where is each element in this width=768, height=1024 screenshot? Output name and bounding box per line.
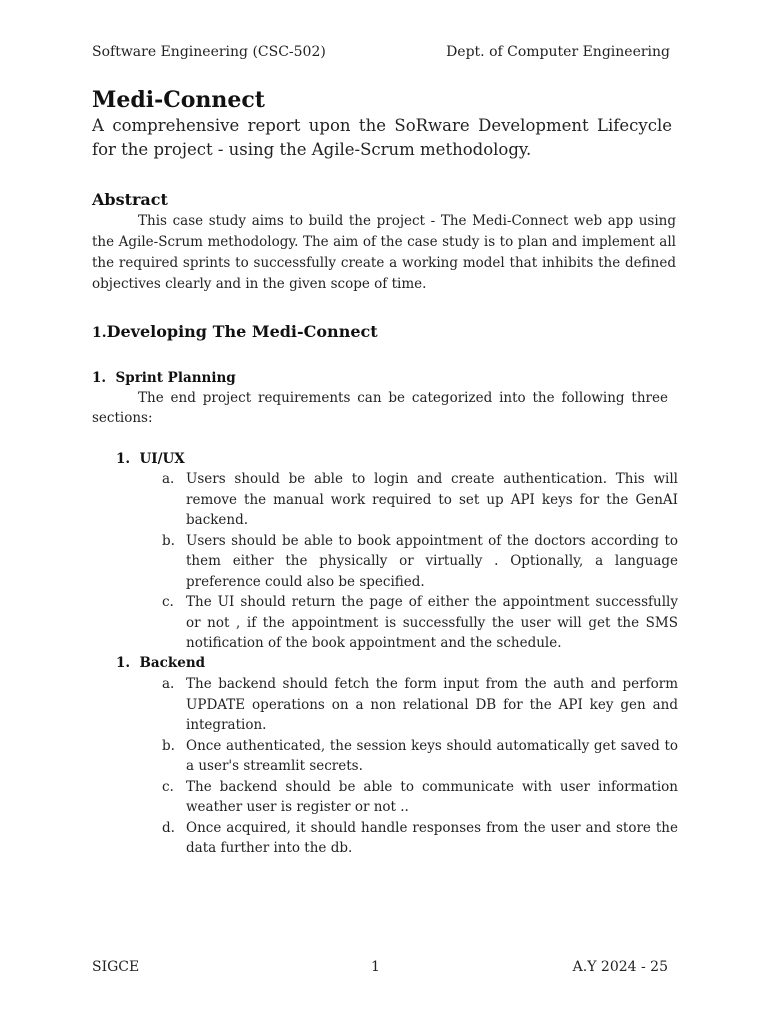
list-marker: d. <box>162 819 175 836</box>
footer-page-number: 1 <box>371 959 380 975</box>
document-subtitle: A comprehensive report upon the SoRware Development Lifecycle for the project - using the Agile-Scrum methodology. <box>92 116 672 159</box>
group-number: 1. <box>116 655 131 671</box>
subsection-title: Sprint Planning <box>115 370 236 386</box>
section-title: Developing The Medi-Connect <box>106 322 378 341</box>
list-item-text: Users should be able to login and create authentication. This will remove the manual work required to set up API keys for the GenAI backend. <box>186 471 678 528</box>
section-heading <box>92 322 378 341</box>
list-item <box>160 674 678 736</box>
footer-institution: SIGCE <box>92 959 140 975</box>
list-item <box>160 736 678 777</box>
list-item-text: The UI should return the page of either the appointment successfully or not , if the appointment is successfully the user will get the SMS notification of the book appointment and the schedule. <box>186 594 678 651</box>
list-marker: a. <box>162 471 175 487</box>
list-marker: c. <box>162 594 174 610</box>
footer-academic-year: A.Y 2024 - 25 <box>572 959 668 975</box>
group-heading-uiux <box>116 451 185 467</box>
header-department: Dept. of Computer Engineering <box>446 44 670 60</box>
subsection-number: 1. <box>92 370 107 386</box>
group-number: 1. <box>116 451 131 467</box>
group-heading-backend <box>116 655 205 671</box>
abstract-heading: Abstract <box>92 190 168 209</box>
subsection-heading <box>92 370 236 386</box>
list-item <box>160 592 678 654</box>
list-item-text: The backend should fetch the form input from the auth and perform UPDATE operations on a non relational DB for the API key gen and integration. <box>186 676 678 733</box>
group-title: UI/UX <box>139 451 185 467</box>
list-item <box>160 818 678 859</box>
list-marker: b. <box>162 532 175 549</box>
subsection-body: The end project requirements can be categorized into the following three sections: <box>92 390 668 426</box>
backend-requirements-list <box>160 674 678 859</box>
list-item <box>160 777 678 818</box>
list-item <box>160 531 678 593</box>
uiux-requirements-list <box>160 469 678 654</box>
section-number: 1. <box>92 325 107 341</box>
list-marker: a. <box>162 676 175 692</box>
list-item-text: The backend should be able to communicate with user information weather user is register or not .. <box>186 778 678 815</box>
group-title: Backend <box>139 655 206 671</box>
list-item <box>160 469 678 531</box>
list-item-text: Users should be able to book appointment of the doctors according to them either the physically or virtually . Optionally, a language preference could also be specified. <box>186 532 678 590</box>
list-marker: b. <box>162 737 175 754</box>
list-marker: c. <box>162 778 174 795</box>
header-course: Software Engineering (CSC-502) <box>92 44 326 60</box>
document-title: Medi-Connect <box>92 87 265 113</box>
list-item-text: Once acquired, it should handle responses from the user and store the data further into the db. <box>186 819 678 856</box>
abstract-body: This case study aims to build the project - The Medi-Connect web app using the Agile-Scrum methodology. The aim of the case study is to plan and implement all the required sprints to successfully create a working model that inhibits the defined objectives clearly and in the given scope of time. <box>92 213 676 292</box>
list-item-text: Once authenticated, the session keys should automatically get saved to a user's streamlit secrets. <box>186 737 678 774</box>
